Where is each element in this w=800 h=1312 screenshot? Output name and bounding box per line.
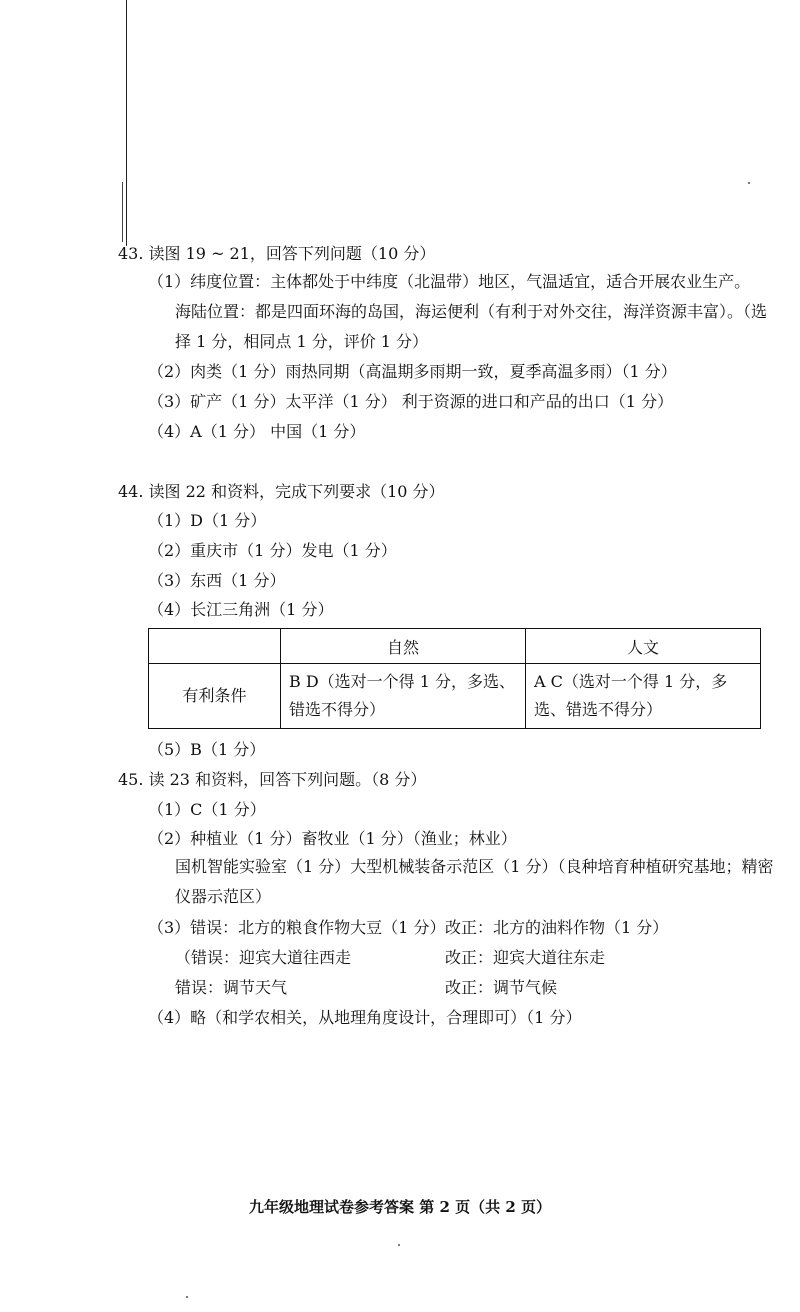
question-44-title: 44. 读图 22 和资料，完成下列要求（10 分） bbox=[118, 482, 445, 501]
q45-answer-3-error-1: （3）错误：北方的粮食作物大豆（1 分） bbox=[148, 918, 446, 937]
q45-answer-4: （4）略（和学农相关，从地理角度设计，合理即可）（1 分） bbox=[148, 1008, 582, 1027]
q45-answer-2-cont2: 仪器示范区） bbox=[175, 887, 272, 906]
q45-answer-3-error-2: （错误：迎宾大道往西走 bbox=[175, 948, 352, 967]
q45-answer-3-fix-2: 改正：迎宾大道往东走 bbox=[445, 948, 606, 967]
q43-answer-2: （2）肉类（1 分）雨热同期（高温期多雨期一致，夏季高温多雨）（1 分） bbox=[148, 362, 677, 381]
q44-answer-5: （5）B（1 分） bbox=[148, 740, 266, 759]
q43-answer-1-latitude: （1）纬度位置：主体都处于中纬度（北温带）地区，气温适宜，适合开展农业生产。 bbox=[148, 272, 751, 291]
q44-answer-2: （2）重庆市（1 分）发电（1 分） bbox=[148, 541, 397, 560]
q43-answer-1-scoring: 择 1 分，相同点 1 分，评价 1 分） bbox=[175, 332, 429, 351]
table-header-blank bbox=[149, 629, 281, 664]
q45-answer-1: （1）C（1 分） bbox=[148, 800, 266, 819]
binding-margin-line-lower bbox=[122, 182, 123, 242]
q43-answer-4: （4）A（1 分） 中国（1 分） bbox=[148, 422, 366, 441]
scan-speck bbox=[186, 1296, 188, 1298]
q45-answer-3-fix-1: 改正：北方的油料作物（1 分） bbox=[445, 918, 669, 937]
q43-answer-3: （3）矿产（1 分）太平洋（1 分） 利于资源的进口和产品的出口（1 分） bbox=[148, 392, 674, 411]
table-header-row bbox=[149, 629, 761, 664]
scan-speck bbox=[398, 1244, 400, 1246]
q45-answer-3-error-3: 错误：调节天气 bbox=[175, 978, 288, 997]
table-cell-human: A C（选对一个得 1 分，多选、错选不得分） bbox=[526, 664, 761, 729]
table-row bbox=[149, 664, 761, 729]
table-header-human: 人文 bbox=[526, 629, 761, 664]
question-45-title: 45. 读 23 和资料，回答下列问题。（8 分） bbox=[118, 770, 427, 789]
q45-answer-2: （2）种植业（1 分）畜牧业（1 分）（渔业；林业） bbox=[148, 829, 517, 848]
table-cell-nature: B D（选对一个得 1 分，多选、错选不得分） bbox=[281, 664, 526, 729]
table-row-label: 有利条件 bbox=[149, 664, 281, 729]
q44-answer-1: （1）D（1 分） bbox=[148, 511, 267, 530]
table-header-nature: 自然 bbox=[281, 629, 526, 664]
scan-speck bbox=[748, 182, 750, 184]
favorable-conditions-table bbox=[148, 628, 761, 729]
binding-margin-line bbox=[126, 0, 127, 246]
page-footer: 九年级地理试卷参考答案 第 2 页（共 2 页） bbox=[249, 1198, 551, 1216]
q45-answer-2-cont: 国机智能实验室（1 分）大型机械装备示范区（1 分）（良种培育种植研究基地；精密 bbox=[175, 857, 774, 876]
q44-answer-3: （3）东西（1 分） bbox=[148, 571, 286, 590]
question-43-title: 43. 读图 19 ~ 21，回答下列问题（10 分） bbox=[118, 244, 436, 263]
q45-answer-3-fix-3: 改正：调节气候 bbox=[445, 978, 558, 997]
q43-answer-1-sea-land: 海陆位置：都是四面环海的岛国，海运便利（有利于对外交往，海洋资源丰富）。（选 bbox=[175, 302, 768, 321]
q44-answer-4: （4）长江三角洲（1 分） bbox=[148, 600, 334, 619]
